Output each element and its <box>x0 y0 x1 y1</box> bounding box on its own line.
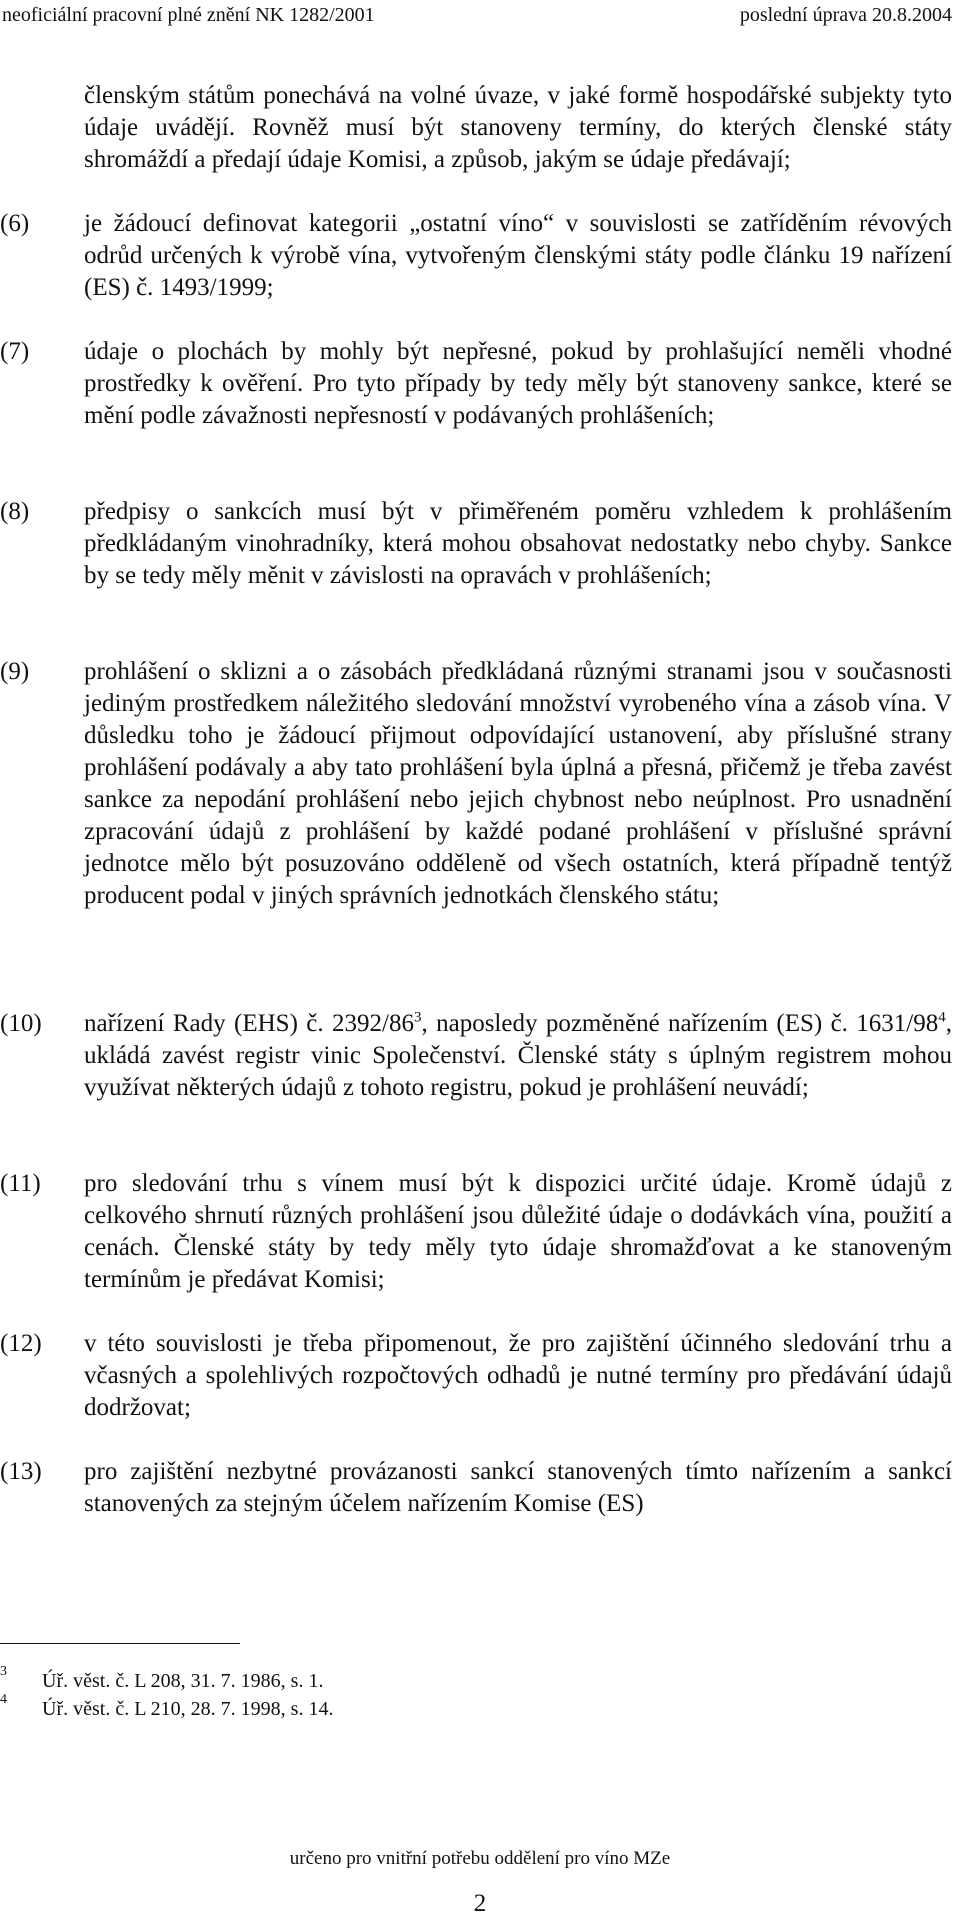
recital-number: (9) <box>0 658 30 685</box>
recital-text: předpisy o sankcích musí být v přiměřeném poměru vzhledem k prohlášením předkládaným vinohradníky, která mohou obsahovat nedostatky nebo chyby. Sankce by se tedy měly měnit v závislosti na opravách v prohlášeních; <box>84 498 952 589</box>
recital-text <box>84 1008 952 1104</box>
footnote-text: Úř. věst. č. L 210, 28. 7. 1998, s. 14. <box>42 1698 334 1720</box>
recital-text-part: , ukládá zavést registr vinic Společenství. Členské státy s úplným registrem mohou využívat některých údajů z tohoto registru, pokud je prohlášení neuvádí; <box>84 1010 952 1101</box>
recital-text: údaje o plochách by mohly být nepřesné, pokud by prohlašující neměli vhodné prostředky k ověření. Pro tyto případy by tedy měly být stanoveny sankce, které se mění podle závažnosti nepřesností v podávaných prohlášeních; <box>84 338 952 429</box>
recital-number: (8) <box>0 498 30 525</box>
header-right-text: poslední úprava 20.8.2004 <box>739 4 952 26</box>
footnote-ref[interactable]: 3 <box>413 1009 422 1026</box>
intro-paragraph: členským státům ponechává na volné úvaze, v jaké formě hospodářské subjekty tyto údaje uvádějí. Rovněž musí být stanoveny termíny, do kterých členské státy shromáždí a předají údaje Komisi, a způsob, jakým se údaje předávají; <box>84 82 952 173</box>
recital-number: (13) <box>0 1458 42 1485</box>
recital-text: pro sledování trhu s vínem musí být k dispozici určité údaje. Kromě údajů z celkového shrnutí různých prohlášení jsou důležité údaje o dodávkách vína, použití a cenách. Členské státy by tedy měly tyto údaje shromažďovat a ke stanoveným termínům je předávat Komisi; <box>84 1170 952 1293</box>
recital-number: (7) <box>0 338 30 365</box>
recital-text: v této souvislosti je třeba připomenout, že pro zajištění účinného sledování trhu a včasných a spolehlivých rozpočtových odhadů je nutné termíny pro předávání údajů dodržovat; <box>84 1330 952 1421</box>
recital-number: (11) <box>0 1170 41 1197</box>
recital-text-part: nařízení Rady (EHS) č. 2392/86 <box>84 1010 414 1037</box>
recital-number: (12) <box>0 1330 42 1357</box>
footnote-ref[interactable]: 4 <box>938 1009 946 1026</box>
footnote-number: 4 <box>0 1692 7 1707</box>
page-number: 2 <box>473 1890 487 1917</box>
page-header <box>0 0 960 40</box>
footnote-text: Úř. věst. č. L 208, 31. 7. 1986, s. 1. <box>42 1670 324 1692</box>
footnote-divider <box>0 1643 240 1644</box>
recital-number: (6) <box>0 210 30 237</box>
footnote-number: 3 <box>0 1664 7 1679</box>
page-footer: určeno pro vnitřní potřebu oddělení pro víno MZe <box>289 1848 671 1869</box>
recital-text: je žádoucí definovat kategorii „ostatní víno“ v souvislosti se zatříděním révových odrůd určených k výrobě vína, vytvořeným členskými státy podle článku 19 nařízení (ES) č. 1493/1999; <box>84 210 952 301</box>
recital-text-part: , naposledy pozměněné nařízením (ES) č. 1631/98 <box>421 1010 939 1037</box>
recital-text: pro zajištění nezbytné provázanosti sankcí stanovených tímto nařízením a sankcí stanovených za stejným účelem nařízením Komise (ES) <box>84 1458 952 1517</box>
header-left-text: neoficiální pracovní plné znění NK 1282/2001 <box>2 4 375 26</box>
recital-text: prohlášení o sklizni a o zásobách předkládaná různými stranami jsou v současnosti jediným prostředkem náležitého sledování množství vyrobeného vína a zásob vína. V důsledku toho je žádoucí přijmout odpovídající ustanovení, aby příslušné strany prohlášení podávaly a aby tato prohlášení byla úplná a přesná, přičemž je třeba zavést sankce za nepodání prohlášení nebo jejich chybnost nebo neúplnost. Pro usnadnění zpracování údajů z prohlášení by každé podané prohlášení v příslušné správní jednotce mělo být posuzováno odděleně od všech ostatních, která případně tentýž producent podal v jiných správních jednotkách členského státu; <box>84 658 952 909</box>
recital-number: (10) <box>0 1010 42 1037</box>
